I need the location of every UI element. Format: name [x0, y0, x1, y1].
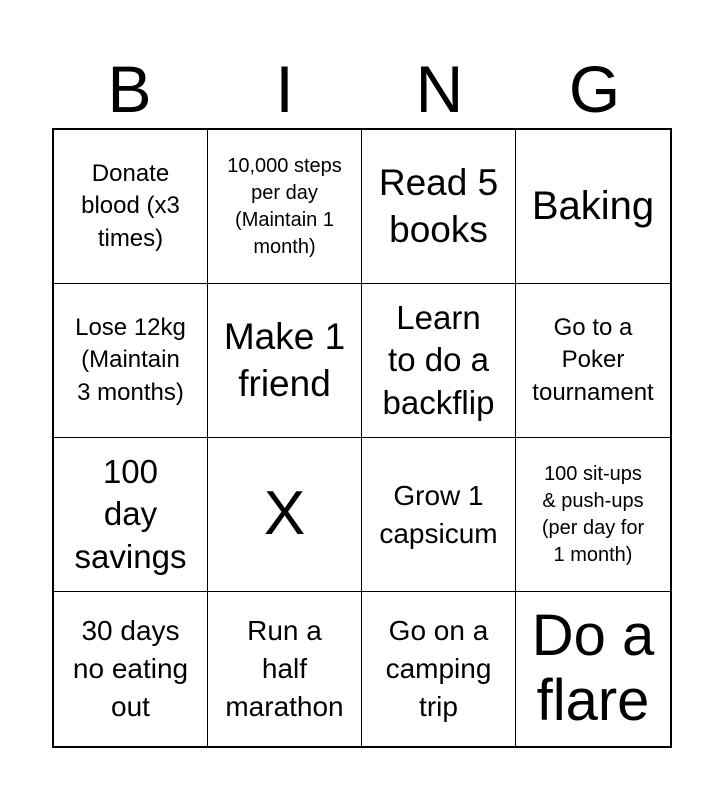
header-letter-g: G	[568, 52, 621, 126]
bingo-board	[52, 128, 672, 748]
bingo-cell	[516, 284, 670, 438]
bingo-header	[52, 50, 672, 128]
cell-text: Go to a Poker tournament	[532, 313, 654, 406]
cell-text: Do a flare	[531, 603, 655, 733]
bingo-cell	[516, 438, 670, 592]
bingo-cell	[54, 592, 208, 746]
bingo-cell-free	[208, 438, 362, 592]
bingo-cell	[54, 284, 208, 438]
bingo-cell	[516, 592, 670, 746]
cell-text: Lose 12kg (Maintain 3 months)	[75, 313, 186, 406]
cell-text: Baking	[531, 184, 655, 229]
header-letter-n: N	[415, 52, 464, 126]
cell-text: Learn to do a backflip	[382, 299, 495, 421]
bingo-cell	[362, 284, 516, 438]
bingo-cell	[516, 130, 670, 284]
bingo-cell	[208, 592, 362, 746]
bingo-cell	[54, 438, 208, 592]
cell-text: Run a half marathon	[225, 615, 344, 722]
cell-text: Grow 1 capsicum	[379, 479, 498, 549]
cell-text: Read 5 books	[378, 162, 499, 250]
cell-text: Go on a camping trip	[385, 615, 492, 722]
cell-text: Make 1 friend	[223, 316, 346, 404]
cell-text: 100 day savings	[74, 453, 187, 575]
bingo-cell	[362, 130, 516, 284]
cell-text: X	[263, 479, 306, 549]
bingo-cell	[362, 592, 516, 746]
cell-text: 10,000 steps per day (Maintain 1 month)	[227, 154, 342, 258]
cell-text: 30 days no eating out	[72, 615, 189, 722]
cell-text: Donate blood (x3 times)	[81, 159, 180, 252]
bingo-cell	[208, 284, 362, 438]
cell-text: 100 sit-ups & push-ups (per day for 1 month)	[541, 462, 645, 566]
bingo-cell	[54, 130, 208, 284]
bingo-cell	[208, 130, 362, 284]
header-letter-b: B	[107, 52, 152, 126]
header-letter-i: I	[275, 52, 294, 126]
bingo-cell	[362, 438, 516, 592]
